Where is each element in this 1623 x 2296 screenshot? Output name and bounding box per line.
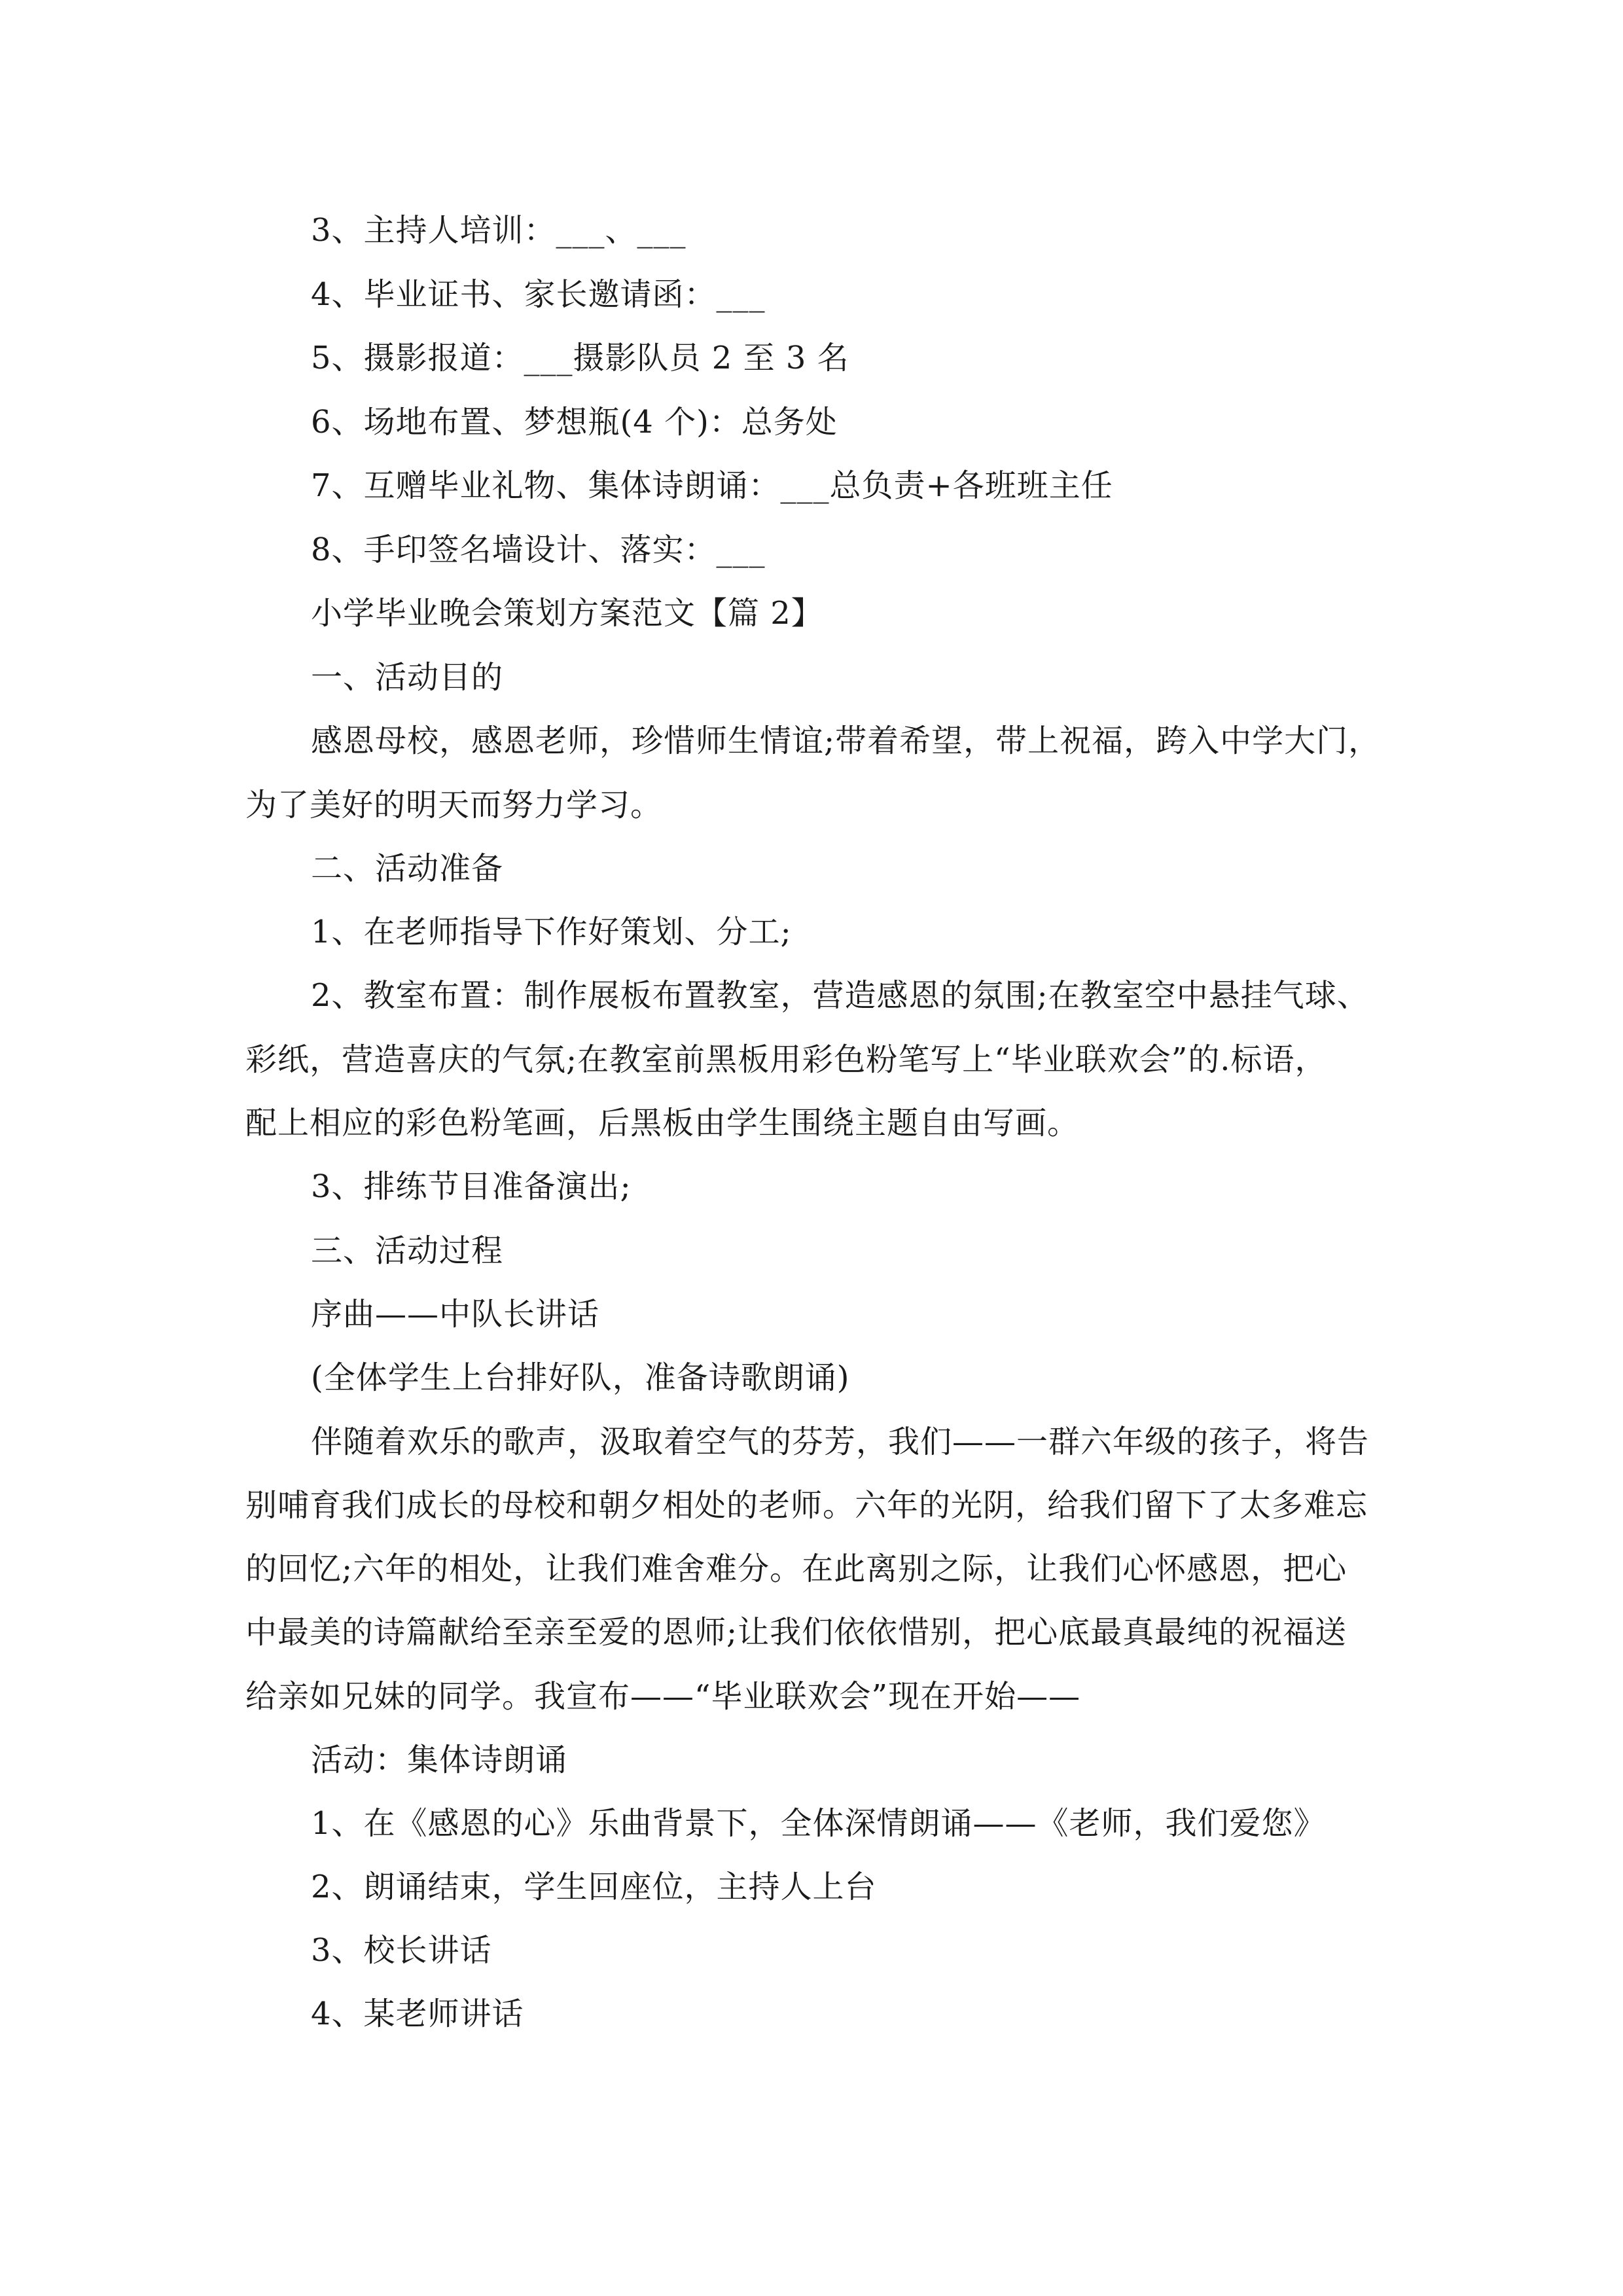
list-item-photography: 5、摄影报道：___摄影队员 2 至 3 名 — [311, 340, 849, 376]
subheading-prelude: 序曲——中队长讲话 — [311, 1296, 600, 1333]
list-item-host: 2、朗诵结束，学生回座位，主持人上台 — [311, 1869, 877, 1905]
list-item-recitation: 1、在《感恩的心》乐曲背景下，全体深情朗诵——《老师，我们爱您》 — [311, 1805, 1326, 1842]
paragraph-speech-line-2: 别哺育我们成长的母校和朝夕相处的老师。六年的光阴，给我们留下了太多难忘 — [245, 1487, 1368, 1524]
list-item-gifts: 7、互赠毕业礼物、集体诗朗诵：___总负责+各班班主任 — [311, 467, 1113, 504]
paragraph-speech-line-3: 的回忆;六年的相处，让我们难舍难分。在此离别之际，让我们心怀感恩，把心 — [245, 1551, 1347, 1587]
paragraph-speech-line-4: 中最美的诗篇献给至亲至爱的恩师;让我们依依惜别，把心底最真最纯的祝福送 — [245, 1614, 1347, 1651]
section-title: 小学毕业晚会策划方案范文【篇 2】 — [311, 595, 823, 632]
heading-purpose: 一、活动目的 — [311, 659, 504, 696]
list-item-signature-wall: 8、手印签名墙设计、落实：___ — [311, 531, 766, 568]
paragraph-classroom-line-1: 2、教室布置：制作展板布置教室，营造感恩的氛围;在教室空中悬挂气球、 — [311, 977, 1369, 1014]
paragraph-classroom-line-2: 彩纸，营造喜庆的气氛;在教室前黑板用彩色粉笔写上“毕业联欢会”的.标语， — [245, 1041, 1327, 1078]
subheading-recitation: 活动：集体诗朗诵 — [311, 1742, 568, 1778]
heading-preparation: 二、活动准备 — [311, 850, 504, 887]
list-item-principal: 3、校长讲话 — [311, 1932, 492, 1969]
stage-direction: (全体学生上台排好队，准备诗歌朗诵) — [311, 1359, 850, 1396]
list-item-teacher: 4、某老师讲话 — [311, 1996, 524, 2032]
list-item-venue: 6、场地布置、梦想瓶(4 个)：总务处 — [311, 404, 838, 440]
paragraph-classroom-line-3: 配上相应的彩色粉笔画，后黑板由学生围绕主题自由写画。 — [245, 1105, 1080, 1141]
list-item-rehearsal: 3、排练节目准备演出; — [311, 1168, 632, 1205]
list-item-planning: 1、在老师指导下作好策划、分工; — [311, 914, 792, 950]
paragraph-speech-line-1: 伴随着欢乐的歌声，汲取着空气的芬芳，我们——一群六年级的孩子，将告 — [311, 1424, 1370, 1460]
paragraph-purpose-line-2: 为了美好的明天而努力学习。 — [245, 787, 663, 823]
heading-process: 三、活动过程 — [311, 1232, 504, 1269]
list-item-certificates: 4、毕业证书、家长邀请函：___ — [311, 276, 766, 313]
list-item-host-training: 3、主持人培训：___、___ — [311, 212, 687, 249]
paragraph-speech-line-5: 给亲如兄妹的同学。我宣布——“毕业联欢会”现在开始—— — [245, 1678, 1081, 1715]
paragraph-purpose-line-1: 感恩母校，感恩老师，珍惜师生情谊;带着希望，带上祝福，跨入中学大门， — [311, 723, 1381, 759]
